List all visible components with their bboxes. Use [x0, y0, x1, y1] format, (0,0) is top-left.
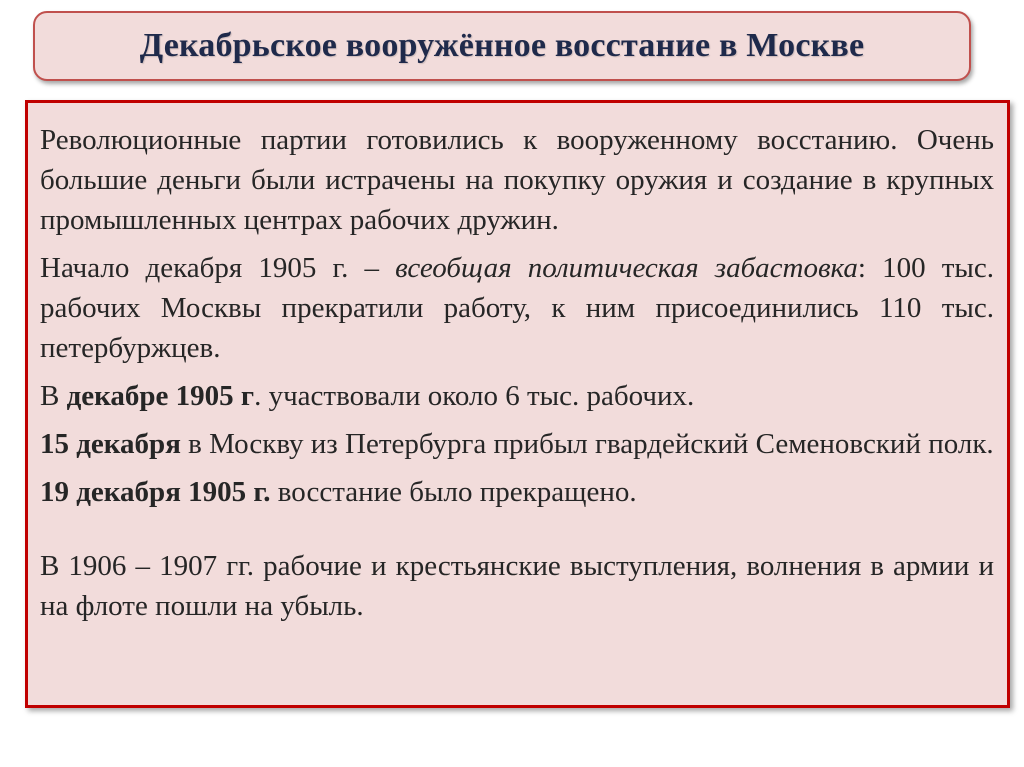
paragraph-preparation-text: Революционные партии готовились к вооруженному восстанию. Очень большие деньги были истрачены на покупку оружия и создание в крупных промышленных центрах рабочих дружин. — [40, 124, 994, 236]
december-participants-intro: В — [40, 380, 67, 412]
paragraph-semenovsky-regiment — [40, 424, 994, 464]
paragraph-general-strike — [40, 248, 994, 368]
title-banner — [33, 11, 971, 81]
general-strike-emphasis: всеобщая политическая забастовка — [395, 252, 858, 284]
semenovsky-regiment-rest: в Москву из Петербурга прибыл гвардейский Семеновский полк. — [180, 428, 994, 460]
general-strike-intro: Начало декабря 1905 г. – — [40, 252, 396, 284]
uprising-end-rest: восстание было прекращено. — [270, 476, 637, 508]
paragraph-decline-text: В 1906 – 1907 гг. рабочие и крестьянские выступления, волнения в армии и на флоте пошли на убыль. — [40, 550, 994, 622]
paragraph-december-participants — [40, 376, 994, 416]
paragraph-uprising-end — [40, 472, 994, 512]
general-strike-rest: : 100 тыс. рабочих Москвы прекратили работу, к ним присоединились 110 тыс. петербуржцев. — [40, 252, 995, 364]
paragraph-preparation — [40, 120, 994, 240]
content-panel — [25, 100, 1010, 708]
uprising-end-date: 19 декабря 1905 г. — [40, 476, 271, 508]
december-participants-rest: . участвовали около 6 тыс. рабочих. — [254, 380, 695, 412]
semenovsky-regiment-date: 15 декабря — [40, 428, 181, 460]
december-participants-date: декабре 1905 г — [66, 380, 255, 412]
paragraph-decline — [40, 546, 994, 626]
slide-title: Декабрьское вооружённое восстание в Москве — [139, 27, 865, 64]
